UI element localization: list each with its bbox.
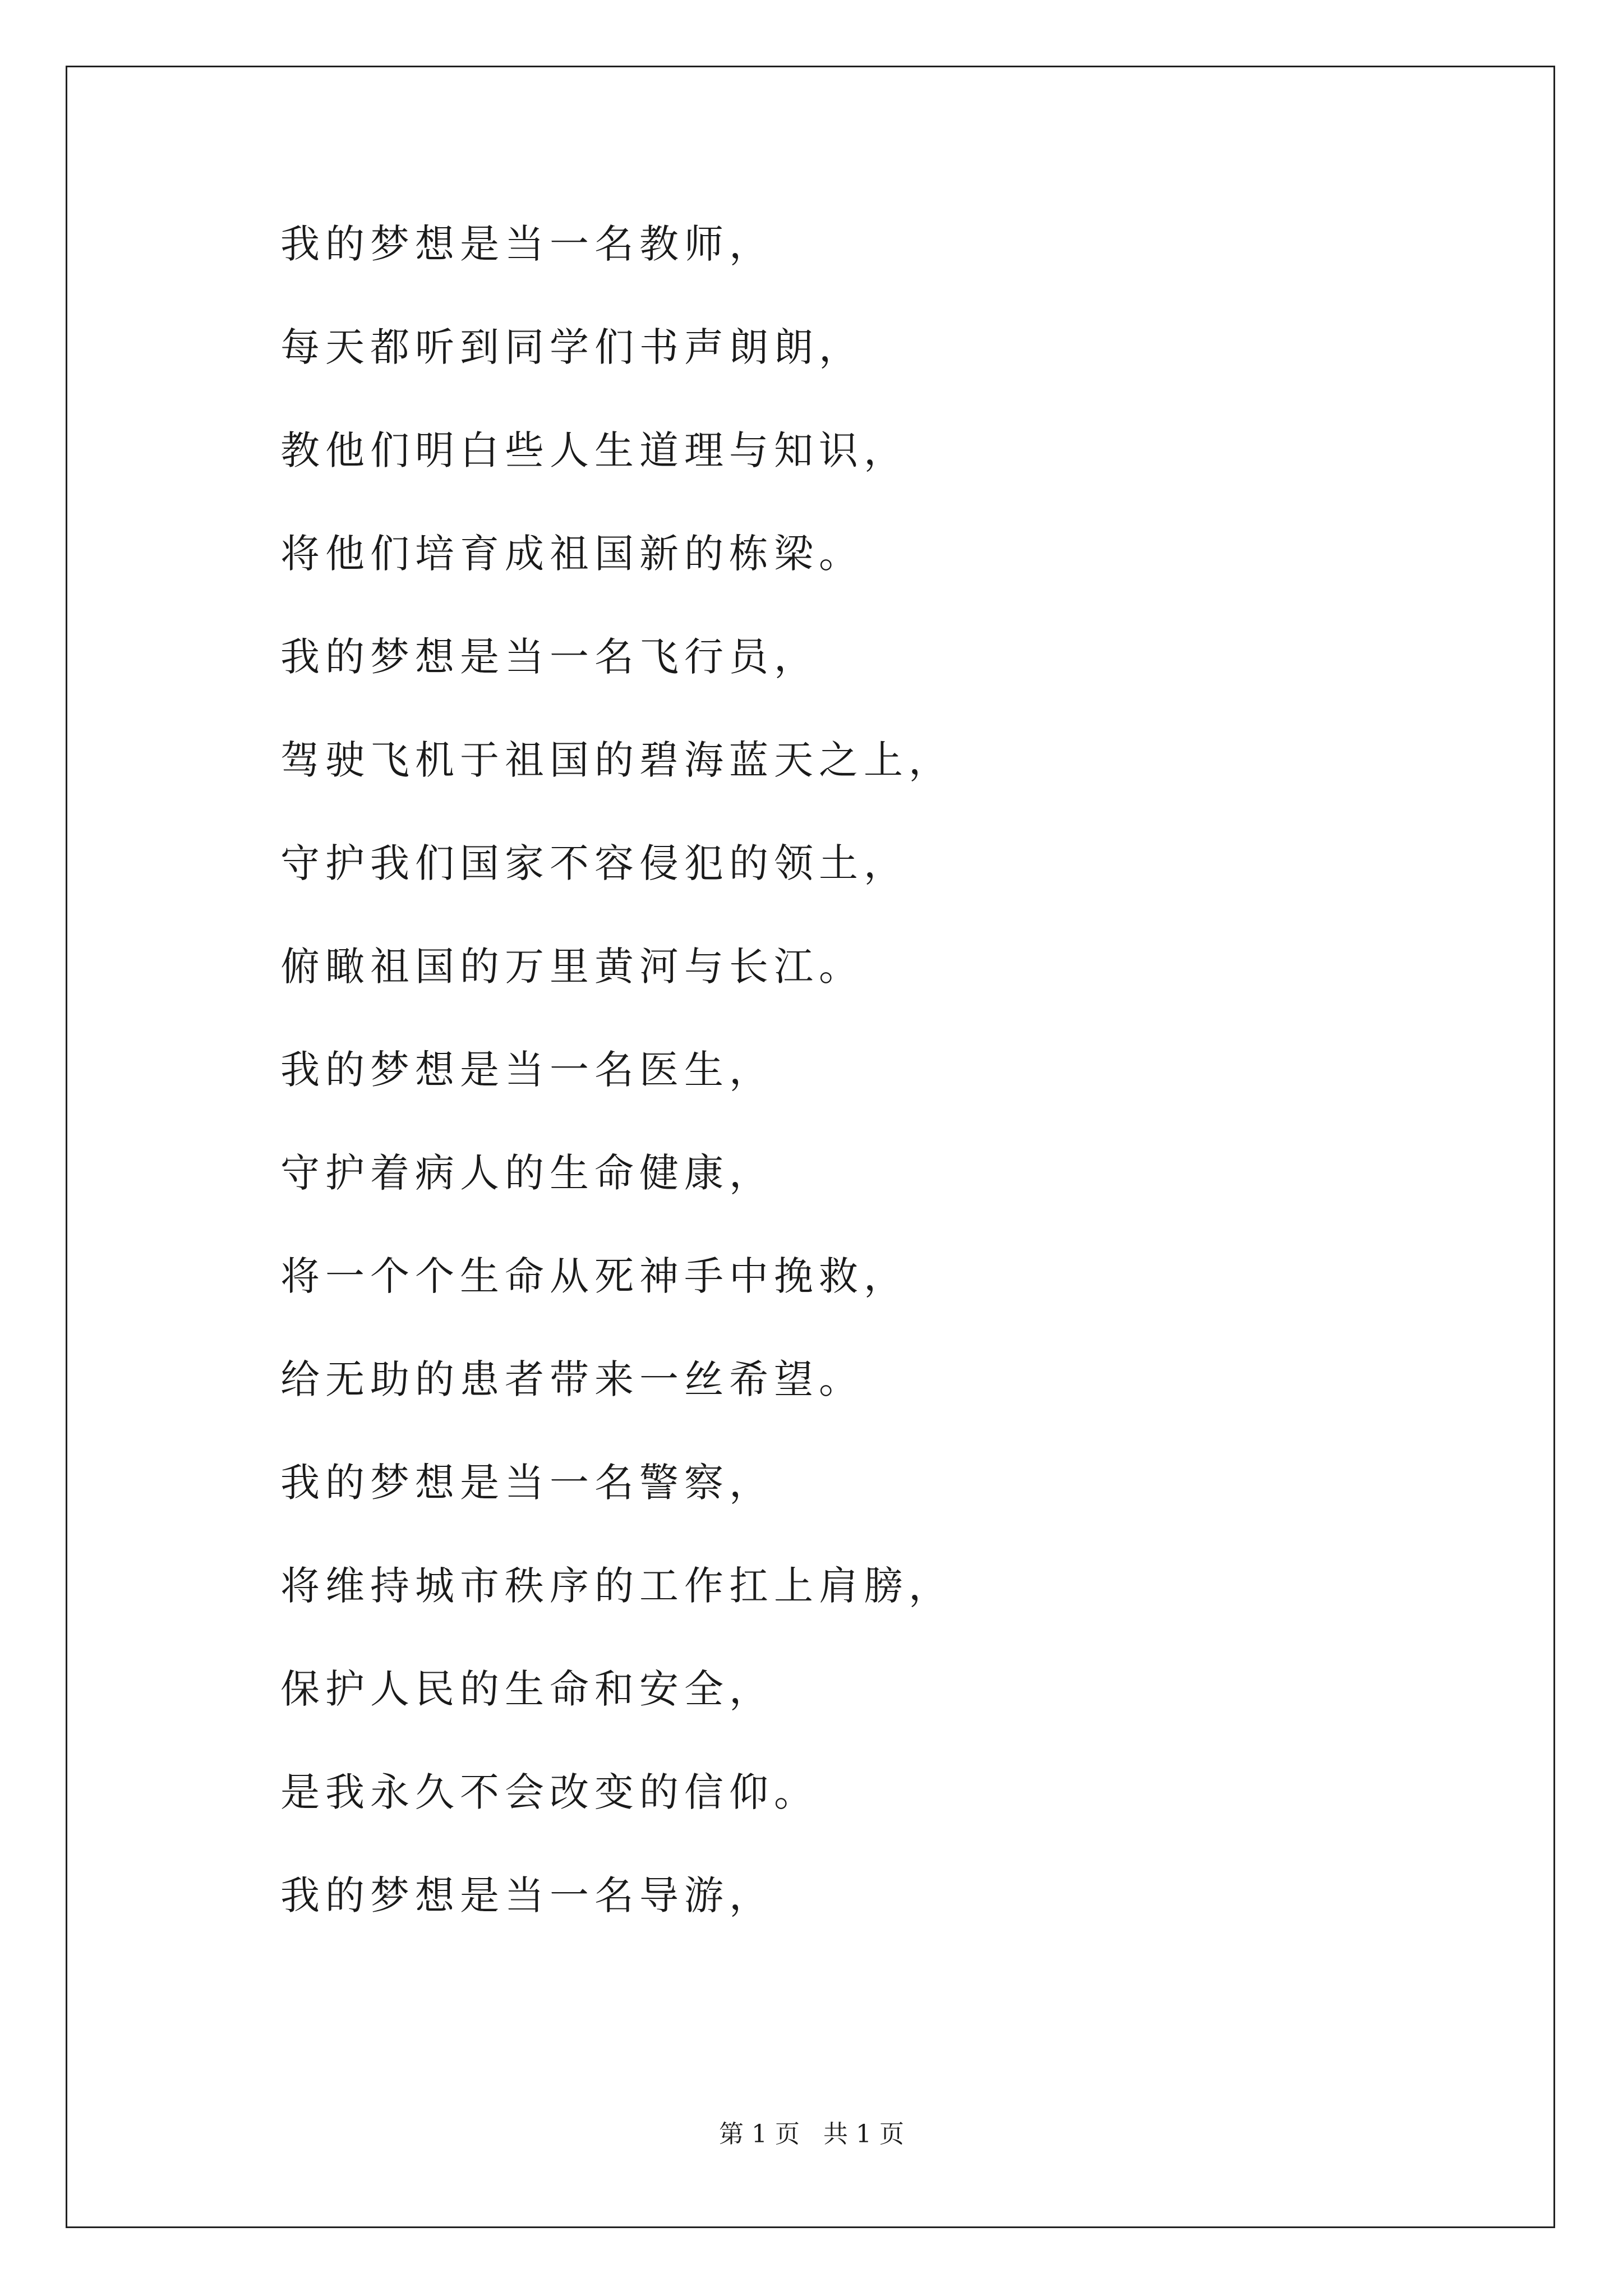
poem-line: 将维持城市秩序的工作扛上肩膀， (280, 1563, 953, 1609)
poem-line: 是我永久不会改变的信仰。 (280, 1769, 819, 1815)
poem-line: 教他们明白些人生道理与知识， (280, 427, 909, 473)
poem-line: 我的梦想是当一名医生， (280, 1047, 774, 1093)
poem-line: 保护人民的生命和安全， (280, 1666, 774, 1712)
poem-line: 我的梦想是当一名飞行员， (280, 634, 819, 680)
poem-line: 驾驶飞机于祖国的碧海蓝天之上， (280, 737, 953, 783)
poem-line: 每天都听到同学们书声朗朗， (280, 324, 864, 370)
poem-line: 我的梦想是当一名教师， (280, 221, 774, 267)
poem-line: 俯瞰祖国的万里黄河与长江。 (280, 944, 864, 990)
poem-line: 我的梦想是当一名导游， (280, 1872, 774, 1918)
poem-line: 给无助的患者带来一丝希望。 (280, 1356, 864, 1402)
poem-line: 守护着病人的生命健康， (280, 1150, 774, 1196)
poem-line: 将一个个生命从死神手中挽救， (280, 1253, 909, 1299)
page-footer: 第 1 页 共 1 页 (719, 2120, 904, 2148)
poem-line: 将他们培育成祖国新的栋梁。 (280, 531, 864, 577)
poem-body (280, 221, 953, 1979)
poem-line: 守护我们国家不容侵犯的领土， (280, 840, 909, 886)
poem-line: 我的梦想是当一名警察， (280, 1460, 774, 1506)
